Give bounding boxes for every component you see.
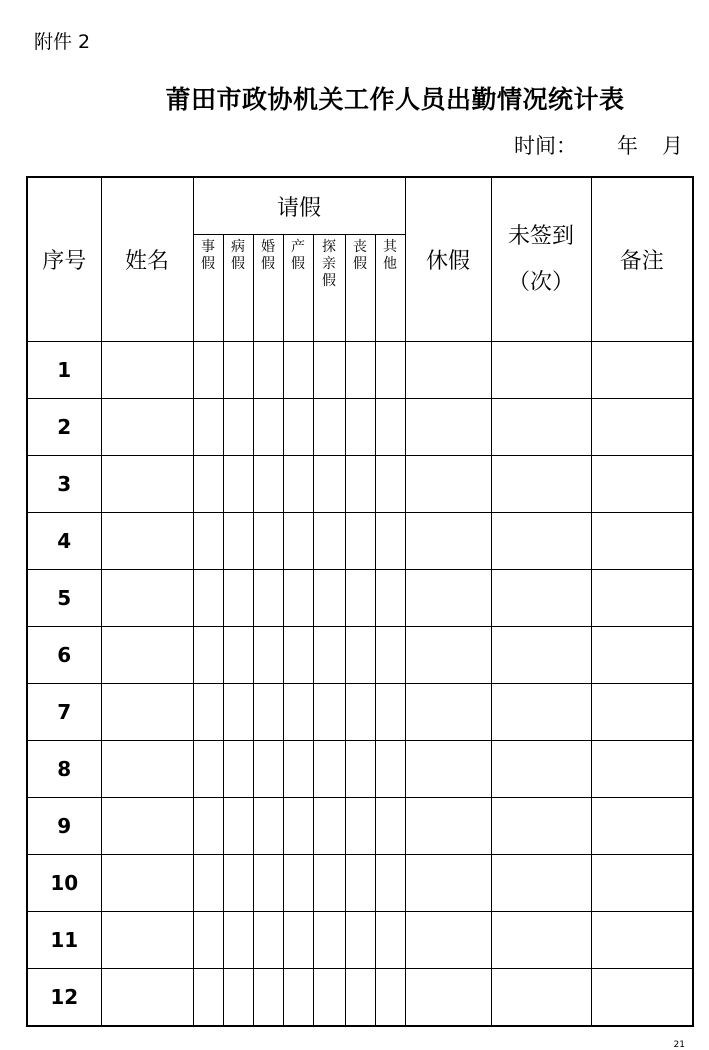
table-cell[interactable] xyxy=(193,399,223,456)
table-cell[interactable] xyxy=(253,342,283,399)
row-number: 11 xyxy=(27,912,101,969)
table-row xyxy=(27,570,693,627)
table-cell[interactable] xyxy=(253,456,283,513)
table-cell[interactable] xyxy=(491,342,591,399)
table-cell[interactable] xyxy=(313,798,345,855)
table-cell[interactable] xyxy=(491,969,591,1027)
table-cell[interactable] xyxy=(193,969,223,1027)
table-cell[interactable] xyxy=(405,912,491,969)
header-seq: 序号 xyxy=(27,177,101,342)
table-cell[interactable] xyxy=(223,969,253,1027)
table-row xyxy=(27,342,693,399)
table-cell[interactable] xyxy=(591,969,693,1027)
table-cell[interactable] xyxy=(313,513,345,570)
table-cell[interactable] xyxy=(101,684,193,741)
table-cell[interactable] xyxy=(223,684,253,741)
table-cell[interactable] xyxy=(591,684,693,741)
table-cell[interactable] xyxy=(223,342,253,399)
table-cell[interactable] xyxy=(375,342,405,399)
table-cell[interactable] xyxy=(253,513,283,570)
table-cell[interactable] xyxy=(313,456,345,513)
table-cell[interactable] xyxy=(253,912,283,969)
table-cell[interactable] xyxy=(101,570,193,627)
row-number: 8 xyxy=(27,741,101,798)
table-cell[interactable] xyxy=(405,513,491,570)
table-cell[interactable] xyxy=(591,342,693,399)
header-name: 姓名 xyxy=(101,177,193,342)
table-cell[interactable] xyxy=(591,741,693,798)
table-cell[interactable] xyxy=(313,399,345,456)
attachment-label: 附件 2 xyxy=(34,31,91,53)
table-cell[interactable] xyxy=(345,513,375,570)
table-cell[interactable] xyxy=(223,741,253,798)
leave-type-label: 产假 xyxy=(291,239,305,272)
row-number: 2 xyxy=(27,399,101,456)
leave-type-label: 婚假 xyxy=(261,239,275,272)
table-cell[interactable] xyxy=(345,969,375,1027)
table-cell[interactable] xyxy=(345,456,375,513)
table-cell[interactable] xyxy=(375,798,405,855)
table-cell[interactable] xyxy=(491,741,591,798)
table-cell[interactable] xyxy=(591,513,693,570)
header-unsigned xyxy=(491,177,591,342)
table-cell[interactable] xyxy=(345,627,375,684)
table-cell[interactable] xyxy=(283,855,313,912)
table-row xyxy=(27,513,693,570)
table-cell[interactable] xyxy=(193,684,223,741)
table-cell[interactable] xyxy=(253,570,283,627)
table-cell[interactable] xyxy=(223,912,253,969)
table-cell[interactable] xyxy=(405,684,491,741)
table-cell[interactable] xyxy=(253,969,283,1027)
table-cell[interactable] xyxy=(375,855,405,912)
header-unsigned-line1: 未签到 xyxy=(508,223,575,249)
row-number: 4 xyxy=(27,513,101,570)
table-cell[interactable] xyxy=(283,912,313,969)
table-cell[interactable] xyxy=(591,855,693,912)
table-cell[interactable] xyxy=(101,798,193,855)
table-cell[interactable] xyxy=(405,627,491,684)
table-cell[interactable] xyxy=(193,570,223,627)
table-cell[interactable] xyxy=(345,570,375,627)
table-cell[interactable] xyxy=(405,342,491,399)
table-cell[interactable] xyxy=(591,912,693,969)
row-number: 7 xyxy=(27,684,101,741)
table-row xyxy=(27,855,693,912)
table-cell[interactable] xyxy=(591,627,693,684)
table-cell[interactable] xyxy=(375,399,405,456)
table-cell[interactable] xyxy=(283,456,313,513)
table-cell[interactable] xyxy=(313,741,345,798)
table-cell[interactable] xyxy=(591,456,693,513)
table-row xyxy=(27,741,693,798)
table-cell[interactable] xyxy=(405,399,491,456)
table-cell[interactable] xyxy=(313,627,345,684)
table-cell[interactable] xyxy=(405,798,491,855)
table-cell[interactable] xyxy=(491,855,591,912)
row-number: 9 xyxy=(27,798,101,855)
table-cell[interactable] xyxy=(101,399,193,456)
table-cell[interactable] xyxy=(283,570,313,627)
table-cell[interactable] xyxy=(345,684,375,741)
row-number: 5 xyxy=(27,570,101,627)
table-cell[interactable] xyxy=(375,912,405,969)
row-number: 10 xyxy=(27,855,101,912)
table-cell[interactable] xyxy=(491,513,591,570)
table-cell[interactable] xyxy=(345,912,375,969)
table-row xyxy=(27,399,693,456)
table-cell[interactable] xyxy=(313,684,345,741)
table-cell[interactable] xyxy=(283,684,313,741)
table-cell[interactable] xyxy=(313,570,345,627)
header-rest: 休假 xyxy=(405,177,491,342)
table-cell[interactable] xyxy=(193,798,223,855)
table-cell[interactable] xyxy=(491,570,591,627)
header-remark: 备注 xyxy=(591,177,693,342)
table-cell[interactable] xyxy=(345,855,375,912)
attendance-table xyxy=(26,176,694,1027)
table-cell[interactable] xyxy=(375,456,405,513)
table-cell[interactable] xyxy=(101,912,193,969)
table-cell[interactable] xyxy=(405,741,491,798)
table-cell[interactable] xyxy=(283,513,313,570)
table-cell[interactable] xyxy=(223,456,253,513)
table-cell[interactable] xyxy=(193,342,223,399)
header-leave-type xyxy=(313,235,345,342)
table-cell[interactable] xyxy=(223,798,253,855)
leave-type-label: 探亲假 xyxy=(322,239,336,289)
table-cell[interactable] xyxy=(253,798,283,855)
table-cell[interactable] xyxy=(253,627,283,684)
table-cell[interactable] xyxy=(591,399,693,456)
row-number: 12 xyxy=(27,969,101,1027)
header-leave-type xyxy=(345,235,375,342)
table-cell[interactable] xyxy=(313,912,345,969)
table-row xyxy=(27,627,693,684)
table-cell[interactable] xyxy=(591,570,693,627)
table-cell[interactable] xyxy=(193,513,223,570)
table-cell[interactable] xyxy=(283,342,313,399)
header-leave-type xyxy=(283,235,313,342)
table-cell[interactable] xyxy=(375,684,405,741)
time-year: 年 xyxy=(617,134,638,158)
table-cell[interactable] xyxy=(283,627,313,684)
table-cell[interactable] xyxy=(223,399,253,456)
table-cell[interactable] xyxy=(193,855,223,912)
table-cell[interactable] xyxy=(405,855,491,912)
leave-type-label: 其他 xyxy=(383,239,398,272)
header-leave-type xyxy=(253,235,283,342)
table-cell[interactable] xyxy=(223,513,253,570)
table-row xyxy=(27,912,693,969)
table-cell[interactable] xyxy=(405,969,491,1027)
time-label: 时间： xyxy=(514,134,577,158)
table-cell[interactable] xyxy=(491,684,591,741)
row-number: 1 xyxy=(27,342,101,399)
table-cell[interactable] xyxy=(405,456,491,513)
table-row xyxy=(27,684,693,741)
time-month: 月 xyxy=(662,134,683,158)
header-leave-type xyxy=(193,235,223,342)
table-cell[interactable] xyxy=(283,399,313,456)
table-cell[interactable] xyxy=(375,570,405,627)
table-cell[interactable] xyxy=(101,855,193,912)
table-cell[interactable] xyxy=(313,342,345,399)
table-cell[interactable] xyxy=(345,342,375,399)
table-cell[interactable] xyxy=(345,741,375,798)
table-cell[interactable] xyxy=(345,399,375,456)
table-cell[interactable] xyxy=(101,513,193,570)
table-cell[interactable] xyxy=(223,627,253,684)
table-cell[interactable] xyxy=(283,741,313,798)
table-cell[interactable] xyxy=(101,741,193,798)
header-leave-type xyxy=(223,235,253,342)
table-cell[interactable] xyxy=(345,798,375,855)
table-cell[interactable] xyxy=(313,969,345,1027)
row-number: 3 xyxy=(27,456,101,513)
page-title: 莆田市政协机关工作人员出勤情况统计表 xyxy=(165,85,625,114)
header-leave: 请假 xyxy=(193,177,405,235)
table-cell[interactable] xyxy=(101,342,193,399)
header-unsigned-line2: （次） xyxy=(508,269,575,295)
table-cell[interactable] xyxy=(193,456,223,513)
table-cell[interactable] xyxy=(223,855,253,912)
table-row xyxy=(27,456,693,513)
table-cell[interactable] xyxy=(253,855,283,912)
table-cell[interactable] xyxy=(375,513,405,570)
page-number: 21 xyxy=(673,1040,685,1050)
time-line xyxy=(514,130,683,160)
leave-type-label: 事假 xyxy=(201,239,215,272)
table-cell[interactable] xyxy=(253,741,283,798)
table-cell[interactable] xyxy=(283,969,313,1027)
table-cell[interactable] xyxy=(253,684,283,741)
table-cell[interactable] xyxy=(375,741,405,798)
row-number: 6 xyxy=(27,627,101,684)
table-cell[interactable] xyxy=(491,912,591,969)
table-cell[interactable] xyxy=(283,798,313,855)
table-cell[interactable] xyxy=(405,570,491,627)
table-cell[interactable] xyxy=(193,912,223,969)
table-cell[interactable] xyxy=(375,627,405,684)
table-cell[interactable] xyxy=(375,969,405,1027)
table-row xyxy=(27,969,693,1027)
table-cell[interactable] xyxy=(253,399,283,456)
leave-type-label: 丧假 xyxy=(353,239,367,272)
table-cell[interactable] xyxy=(491,627,591,684)
table-row xyxy=(27,798,693,855)
leave-type-label: 病假 xyxy=(231,239,245,272)
table-cell[interactable] xyxy=(101,627,193,684)
table-cell[interactable] xyxy=(101,969,193,1027)
table-cell[interactable] xyxy=(491,798,591,855)
table-cell[interactable] xyxy=(313,855,345,912)
table-cell[interactable] xyxy=(101,456,193,513)
table-cell[interactable] xyxy=(491,399,591,456)
table-cell[interactable] xyxy=(591,798,693,855)
table-cell[interactable] xyxy=(193,627,223,684)
table-cell[interactable] xyxy=(491,456,591,513)
table-cell[interactable] xyxy=(193,741,223,798)
header-leave-type xyxy=(375,235,405,342)
table-cell[interactable] xyxy=(223,570,253,627)
